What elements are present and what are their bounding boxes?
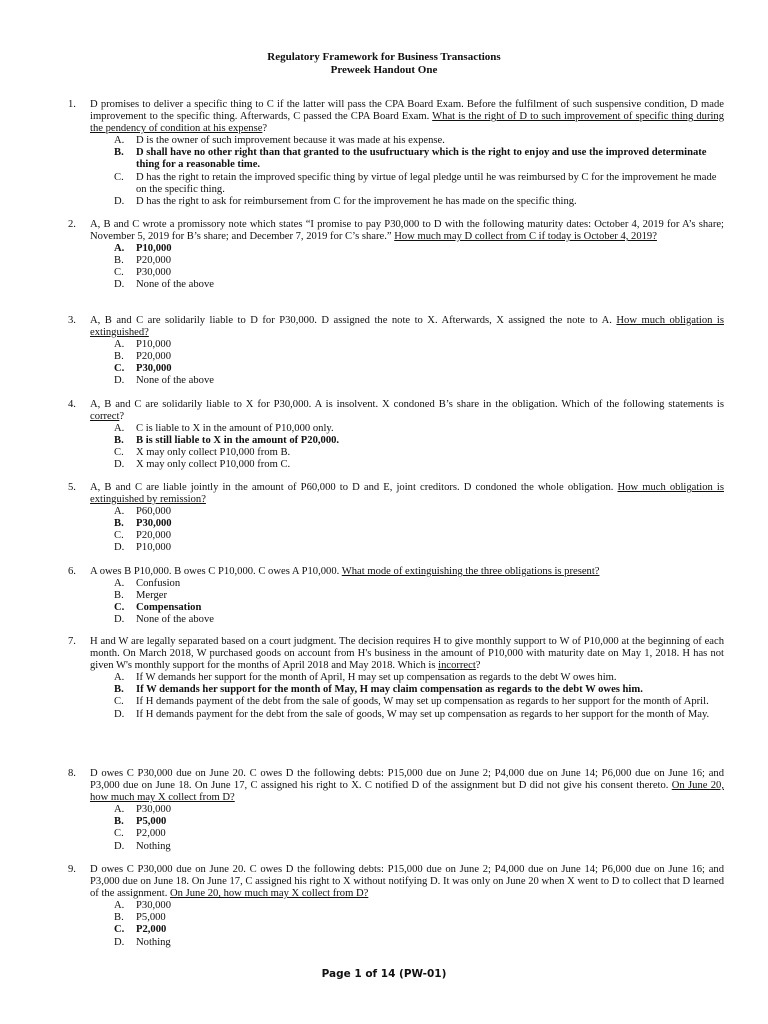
choice-d	[114, 709, 724, 721]
question-tail: ?	[475, 660, 481, 672]
question-tail: ?	[119, 411, 125, 423]
question-prompt: What is the right of D to such improvement of specific thing during the pendency of condition at his expense	[90, 111, 725, 135]
choice-text: P10,000	[136, 339, 172, 351]
choice-d	[114, 841, 724, 853]
choice-label: A.	[114, 578, 125, 590]
choice-label: D.	[114, 542, 125, 554]
choice-b-correct	[114, 816, 724, 828]
question-stem: D owes C P30,000 due on June 20. C owes D the following debts: P15,000 due on June 2; P4,000 due on June 14; P6,000 due on June 16; and P3,000 due on June 18. On June 17, C assigned his right to X without notifying D. It was only on June 20 when X went to D to collect that D learned of the assignment.	[90, 864, 724, 900]
question-number: 7.	[68, 636, 76, 647]
question-number: 6.	[68, 566, 76, 577]
choice-text: P30,000	[136, 518, 172, 530]
choice-text: P30,000	[136, 804, 172, 816]
choice-text: P10,000	[136, 243, 172, 255]
question-6	[68, 566, 724, 626]
choice-text: None of the above	[136, 375, 214, 387]
question-text	[90, 636, 724, 672]
question-number: 8.	[68, 768, 76, 779]
choice-a	[114, 672, 724, 684]
choice-b	[114, 912, 724, 924]
choice-a	[114, 506, 724, 518]
choice-label: C.	[114, 530, 124, 542]
choice-list	[114, 423, 724, 471]
choice-text: P5,000	[136, 912, 166, 924]
choice-label: A.	[114, 339, 125, 351]
choice-label: B.	[114, 684, 124, 696]
choice-list	[114, 900, 724, 948]
choice-c	[114, 447, 724, 459]
question-stem: A, B and C are solidarily liable to X for P30,000. A is insolvent. X condoned B’s share in the obligation. Which of the following statements is	[90, 399, 724, 410]
choice-label: B.	[114, 590, 124, 602]
question-9	[68, 864, 724, 949]
choice-a	[114, 578, 724, 590]
question-text	[90, 399, 724, 423]
choice-c	[114, 530, 724, 542]
question-text	[90, 99, 724, 135]
question-prompt: On June 20, how much may X collect from D?	[170, 888, 369, 900]
choice-text: Compensation	[136, 602, 202, 614]
choice-text: X may only collect P10,000 from B.	[136, 447, 291, 459]
question-prompt: How much obligation is extinguished by remission?	[90, 482, 724, 506]
choice-text: If H demands payment of the debt from the sale of goods, W may set up compensation as regards to her support for the month of April.	[136, 696, 709, 708]
choice-text: None of the above	[136, 614, 214, 626]
choice-label: A.	[114, 804, 125, 816]
document-subtitle: Preweek Handout One	[330, 64, 438, 76]
choice-d	[114, 542, 724, 554]
choice-text: P2,000	[136, 924, 167, 936]
choice-label: A.	[114, 243, 125, 255]
question-stem: A, B and C are liable jointly in the amount of P60,000 to D and E, joint creditors. D condoned the whole obligation.	[90, 482, 618, 493]
question-3	[68, 315, 724, 388]
choice-label: A.	[114, 672, 125, 684]
choice-label: D.	[114, 375, 125, 387]
choice-text: P30,000	[136, 900, 172, 912]
choice-c	[114, 696, 724, 708]
choice-label: C.	[114, 924, 125, 936]
choice-c-correct	[114, 363, 724, 375]
question-stem: D promises to deliver a specific thing to C if the latter will pass the CPA Board Exam. Before the fulfilment of such suspensive condition, D made improvement to the specific thing. Afterwards, C passed the CPA Board Exam.	[90, 99, 724, 123]
question-prompt: On June 20, how much may X collect from D?	[90, 780, 725, 804]
choice-a	[114, 900, 724, 912]
choice-text: X may only collect P10,000 from C.	[136, 459, 291, 471]
choice-d	[114, 614, 724, 626]
choice-label: D.	[114, 708, 125, 720]
choice-list	[114, 804, 724, 852]
choice-c-correct	[114, 924, 724, 936]
choice-text: P20,000	[136, 530, 172, 542]
choice-text: If W demands her support for the month of May, H may claim compensation as regards to the debt W owes him.	[136, 684, 643, 696]
choice-list	[114, 135, 724, 208]
choice-text: If H demands payment for the debt from the sale of goods, W may set up compensation as regards to her support for the month of May.	[136, 708, 710, 720]
choice-c	[114, 172, 724, 196]
question-tail: ?	[262, 123, 268, 135]
question-text	[90, 315, 724, 339]
choice-a	[114, 804, 724, 816]
choice-label: B.	[114, 912, 124, 924]
choice-label: B.	[114, 518, 124, 530]
choice-text: D is the owner of such improvement because it was made at his expense.	[136, 135, 445, 147]
choice-list	[114, 672, 724, 720]
choice-text: P20,000	[136, 255, 172, 267]
choice-label: B.	[114, 255, 124, 267]
choice-label: D.	[114, 840, 125, 852]
choice-text: D shall have no other right than that granted to the usufructuary which is the right to enjoy and use the improved determinate thing for a reasonable time.	[136, 147, 707, 171]
question-8	[68, 768, 724, 853]
choice-label: C.	[114, 602, 125, 614]
question-5	[68, 482, 724, 555]
choice-text: Nothing	[136, 840, 171, 852]
choice-label: A.	[114, 506, 125, 518]
choice-text: B is still liable to X in the amount of P20,000.	[136, 435, 340, 447]
choice-text: C is liable to X in the amount of P10,000 only.	[136, 423, 334, 435]
choice-text: P30,000	[136, 267, 172, 279]
choice-label: C.	[114, 363, 125, 375]
choice-label: D.	[114, 936, 125, 948]
choice-label: C.	[114, 171, 124, 183]
choice-text: Nothing	[136, 936, 171, 948]
question-text	[90, 219, 724, 243]
question-number: 1.	[68, 99, 76, 110]
choice-label: C.	[114, 267, 124, 279]
choice-b-correct	[114, 518, 724, 530]
choice-b	[114, 590, 724, 602]
choice-label: A.	[114, 135, 125, 147]
question-1	[68, 99, 724, 208]
choice-list	[114, 506, 724, 554]
question-number: 2.	[68, 219, 76, 230]
question-number: 5.	[68, 482, 76, 493]
choice-label: B.	[114, 435, 124, 447]
question-text	[90, 768, 724, 804]
question-number: 4.	[68, 399, 76, 410]
question-prompt: How much may D collect from C if today is October 4, 2019?	[394, 231, 657, 243]
question-prompt: How much obligation is extinguished?	[90, 315, 724, 339]
choice-c	[114, 828, 724, 840]
choice-list	[114, 243, 724, 291]
choice-list	[114, 578, 724, 626]
choice-label: B.	[114, 147, 124, 159]
choice-text: P30,000	[136, 363, 172, 375]
document-title: Regulatory Framework for Business Transactions	[267, 51, 501, 63]
question-7	[68, 636, 724, 721]
choice-label: C.	[114, 828, 124, 840]
question-prompt: incorrect	[438, 660, 476, 672]
choice-c-correct	[114, 602, 724, 614]
choice-label: C.	[114, 696, 124, 708]
choice-text: Confusion	[136, 578, 181, 590]
question-stem: A owes B P10,000. B owes C P10,000. C owes A P10,000.	[90, 566, 342, 577]
question-stem: A, B and C wrote a promissory note which states “I promise to pay P30,000 to D with the following maturity dates: October 4, 2019 for A’s share; November 5, 2019 for B’s share; and December 7, 2019 for C’s share.”	[90, 219, 724, 243]
choice-label: B.	[114, 351, 124, 363]
choice-label: C.	[114, 447, 124, 459]
choice-a	[114, 339, 724, 351]
choice-label: D.	[114, 459, 125, 471]
choice-label: B.	[114, 816, 124, 828]
choice-d	[114, 937, 724, 949]
question-prompt: What mode of extinguishing the three obligations is present?	[341, 566, 600, 577]
choice-text: If W demands her support for the month of April, H may set up compensation as regards to the debt W owes him.	[136, 672, 617, 684]
choice-c	[114, 267, 724, 279]
choice-label: A.	[114, 900, 125, 912]
choice-text: P10,000	[136, 542, 172, 554]
choice-text: P2,000	[136, 828, 166, 840]
page-footer: Page 1 of 14 (PW-01)	[321, 968, 447, 980]
choice-text: P5,000	[136, 816, 167, 828]
choice-a	[114, 423, 724, 435]
question-stem: A, B and C are solidarily liable to D for P30,000. D assigned the note to X. Afterwards, X assigned the note to A.	[90, 315, 617, 326]
question-prompt: correct	[90, 411, 120, 423]
choice-b	[114, 255, 724, 267]
choice-b	[114, 351, 724, 363]
choice-a-correct	[114, 243, 724, 255]
choice-label: A.	[114, 423, 125, 435]
choice-text: P60,000	[136, 506, 172, 518]
choice-text: D has the right to retain the improved specific thing by virtue of legal pledge until he was reimbursed by C for the improvement he made on the specific thing.	[136, 171, 717, 195]
choice-d	[114, 196, 724, 208]
question-number: 9.	[68, 864, 76, 875]
choice-list	[114, 339, 724, 387]
question-number: 3.	[68, 315, 76, 326]
question-text	[90, 864, 724, 900]
choice-d	[114, 279, 724, 291]
choice-text: None of the above	[136, 279, 214, 291]
choice-text: D has the right to ask for reimbursement from C for the improvement he has made on the specific thing.	[136, 195, 577, 207]
choice-b-correct	[114, 147, 724, 171]
question-4	[68, 399, 724, 472]
choice-label: D.	[114, 195, 125, 207]
choice-b-correct	[114, 435, 724, 447]
question-stem: H and W are legally separated based on a court judgment. The decision requires H to give monthly support to W of P10,000 at the beginning of each month. On March 2018, W purchased goods on account from H's business in the amount of P10,000 with maturity date on May 1, 2018. H has not given W's monthly support for the months of April 2018 and May 2018. Which is	[90, 636, 724, 672]
choice-text: Merger	[136, 590, 167, 602]
question-text	[90, 482, 724, 506]
choice-d	[114, 375, 724, 387]
choice-label: D.	[114, 614, 125, 626]
question-text	[90, 566, 724, 578]
choice-b-correct	[114, 684, 724, 696]
question-stem: D owes C P30,000 due on June 20. C owes D the following debts: P15,000 due on June 2; P4,000 due on June 14; P6,000 due on June 16; and P3,000 due on June 18. On June 17, C assigned his right to X. C notified D of the assignment but D did not give his consent thereto.	[90, 768, 724, 792]
question-2	[68, 219, 724, 292]
choice-label: D.	[114, 279, 125, 291]
choice-text: P20,000	[136, 351, 172, 363]
choice-a	[114, 135, 724, 147]
choice-d	[114, 459, 724, 471]
